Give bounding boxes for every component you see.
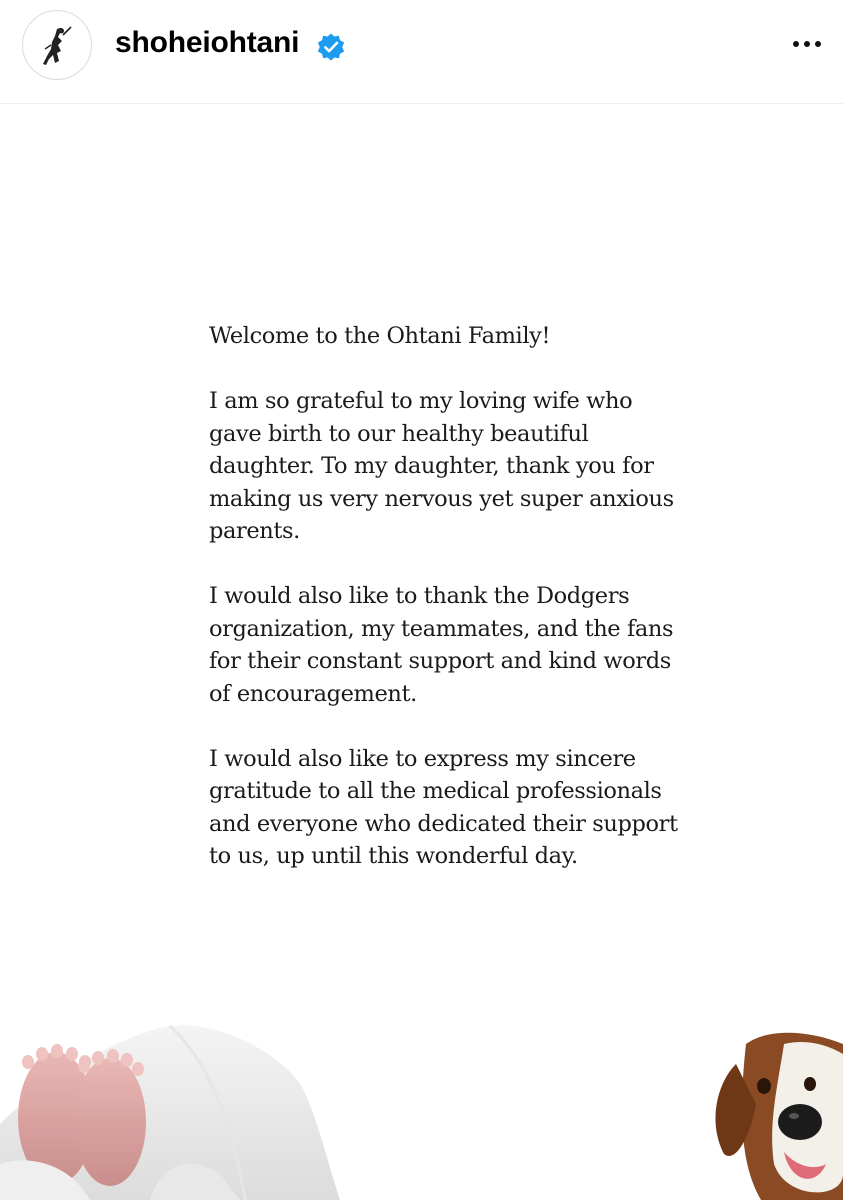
post-header — [0, 0, 843, 104]
more-options-icon[interactable] — [785, 24, 829, 64]
dot — [815, 41, 821, 47]
announcement-letter — [209, 320, 689, 905]
username[interactable]: shoheiohtani — [115, 26, 300, 59]
post-image[interactable] — [0, 104, 843, 1200]
letter-paragraph-1: I am so grateful to my loving wife who gave birth to our healthy beautiful daughter. To my daughter, thank you for making us very nervous yet super anxious parents. — [209, 388, 674, 544]
letter-paragraph-2: I would also like to thank the Dodgers organization, my teammates, and the fans for their constant support and kind words of encouragement. — [209, 583, 674, 707]
dot — [804, 41, 810, 47]
batter-silhouette-icon — [37, 23, 79, 69]
letter-paragraph-3: I would also like to express my sincere gratitude to all the medical professionals and everyone who dedicated their support to us, up until this wonderful day. — [209, 745, 678, 869]
baby-feet-photo — [0, 1014, 340, 1200]
beagle-dog-photo — [706, 1024, 843, 1200]
profile-avatar[interactable] — [22, 10, 92, 80]
verified-badge-icon — [316, 32, 346, 62]
dot — [793, 41, 799, 47]
letter-greeting: Welcome to the Ohtani Family! — [209, 323, 551, 349]
